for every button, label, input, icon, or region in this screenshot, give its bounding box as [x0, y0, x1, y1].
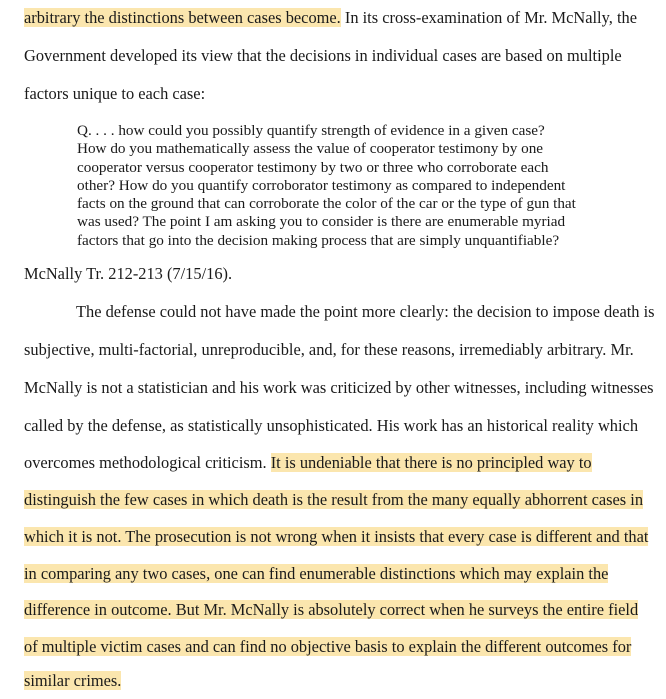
body-text: In its cross-examination of Mr. McNally, the	[340, 8, 637, 27]
paragraph-2-line-6	[24, 490, 643, 510]
paragraph-2-line-7	[24, 527, 648, 547]
paragraph-1-line-3: factors unique to each case:	[24, 84, 206, 103]
paragraph-2-line-1: The defense could not have made the point more clearly: the decision to impose death is	[76, 302, 655, 321]
paragraph-2-line-11	[24, 671, 121, 691]
highlighted-text: difference in outcome. But Mr. McNally is absolutely correct when he surveys the entire field	[24, 600, 639, 619]
paragraph-1-line-1	[24, 8, 637, 28]
highlighted-text: It is undeniable that there is no principled way to	[270, 453, 592, 472]
highlighted-text: which it is not. The prosecution is not wrong when it insists that every case is different and that	[24, 527, 649, 546]
paragraph-2-line-2: subjective, multi-factorial, unreproducible, and, for these reasons, irremediably arbitrary. Mr.	[24, 340, 634, 359]
paragraph-2-line-5	[24, 453, 592, 473]
paragraph-2-line-9	[24, 600, 638, 620]
highlighted-text: arbitrary the distinctions between cases become.	[24, 8, 341, 27]
body-text: overcomes methodological criticism.	[24, 453, 271, 472]
quote-line: Q. . . . how could you possibly quantify strength of evidence in a given case?	[77, 122, 545, 139]
quote-line: factors that go into the decision making process that are simply unquantifiable?	[77, 231, 560, 249]
paragraph-2-line-3: McNally is not a statistician and his work was criticized by other witnesses, including witnesses	[24, 378, 654, 397]
paragraph-2-line-4: called by the defense, as statistically unsophisticated. His work has an historical reality which	[24, 416, 639, 435]
quote-line: was used? The point I am asking you to consider is there are enumerable myriad	[77, 213, 566, 231]
quote-line: How do you mathematically assess the value of cooperator testimony by one	[77, 140, 544, 158]
highlighted-text: distinguish the few cases in which death is the result from the many equally abhorrent cases in	[24, 490, 644, 509]
paragraph-2-line-8	[24, 564, 608, 584]
paragraph-1-line-2: Government developed its view that the decisions in individual cases are based on multiple	[24, 46, 622, 65]
highlighted-text: in comparing any two cases, one can find enumerable distinctions which may explain the	[24, 564, 609, 583]
block-quote	[77, 122, 637, 250]
highlighted-text: similar crimes.	[24, 671, 122, 690]
citation: McNally Tr. 212-213 (7/15/16).	[24, 264, 233, 283]
quote-line: cooperator versus cooperator testimony by two or three who corroborate each	[77, 158, 549, 176]
quote-line: other? How do you quantify corroborator testimony as compared to independent	[77, 176, 566, 194]
paragraph-2-line-10	[24, 637, 631, 657]
highlighted-text: of multiple victim cases and can find no objective basis to explain the different outcomes for	[24, 637, 632, 656]
quote-line: facts on the ground that can corroborate the color of the car or the type of gun that	[77, 195, 576, 213]
